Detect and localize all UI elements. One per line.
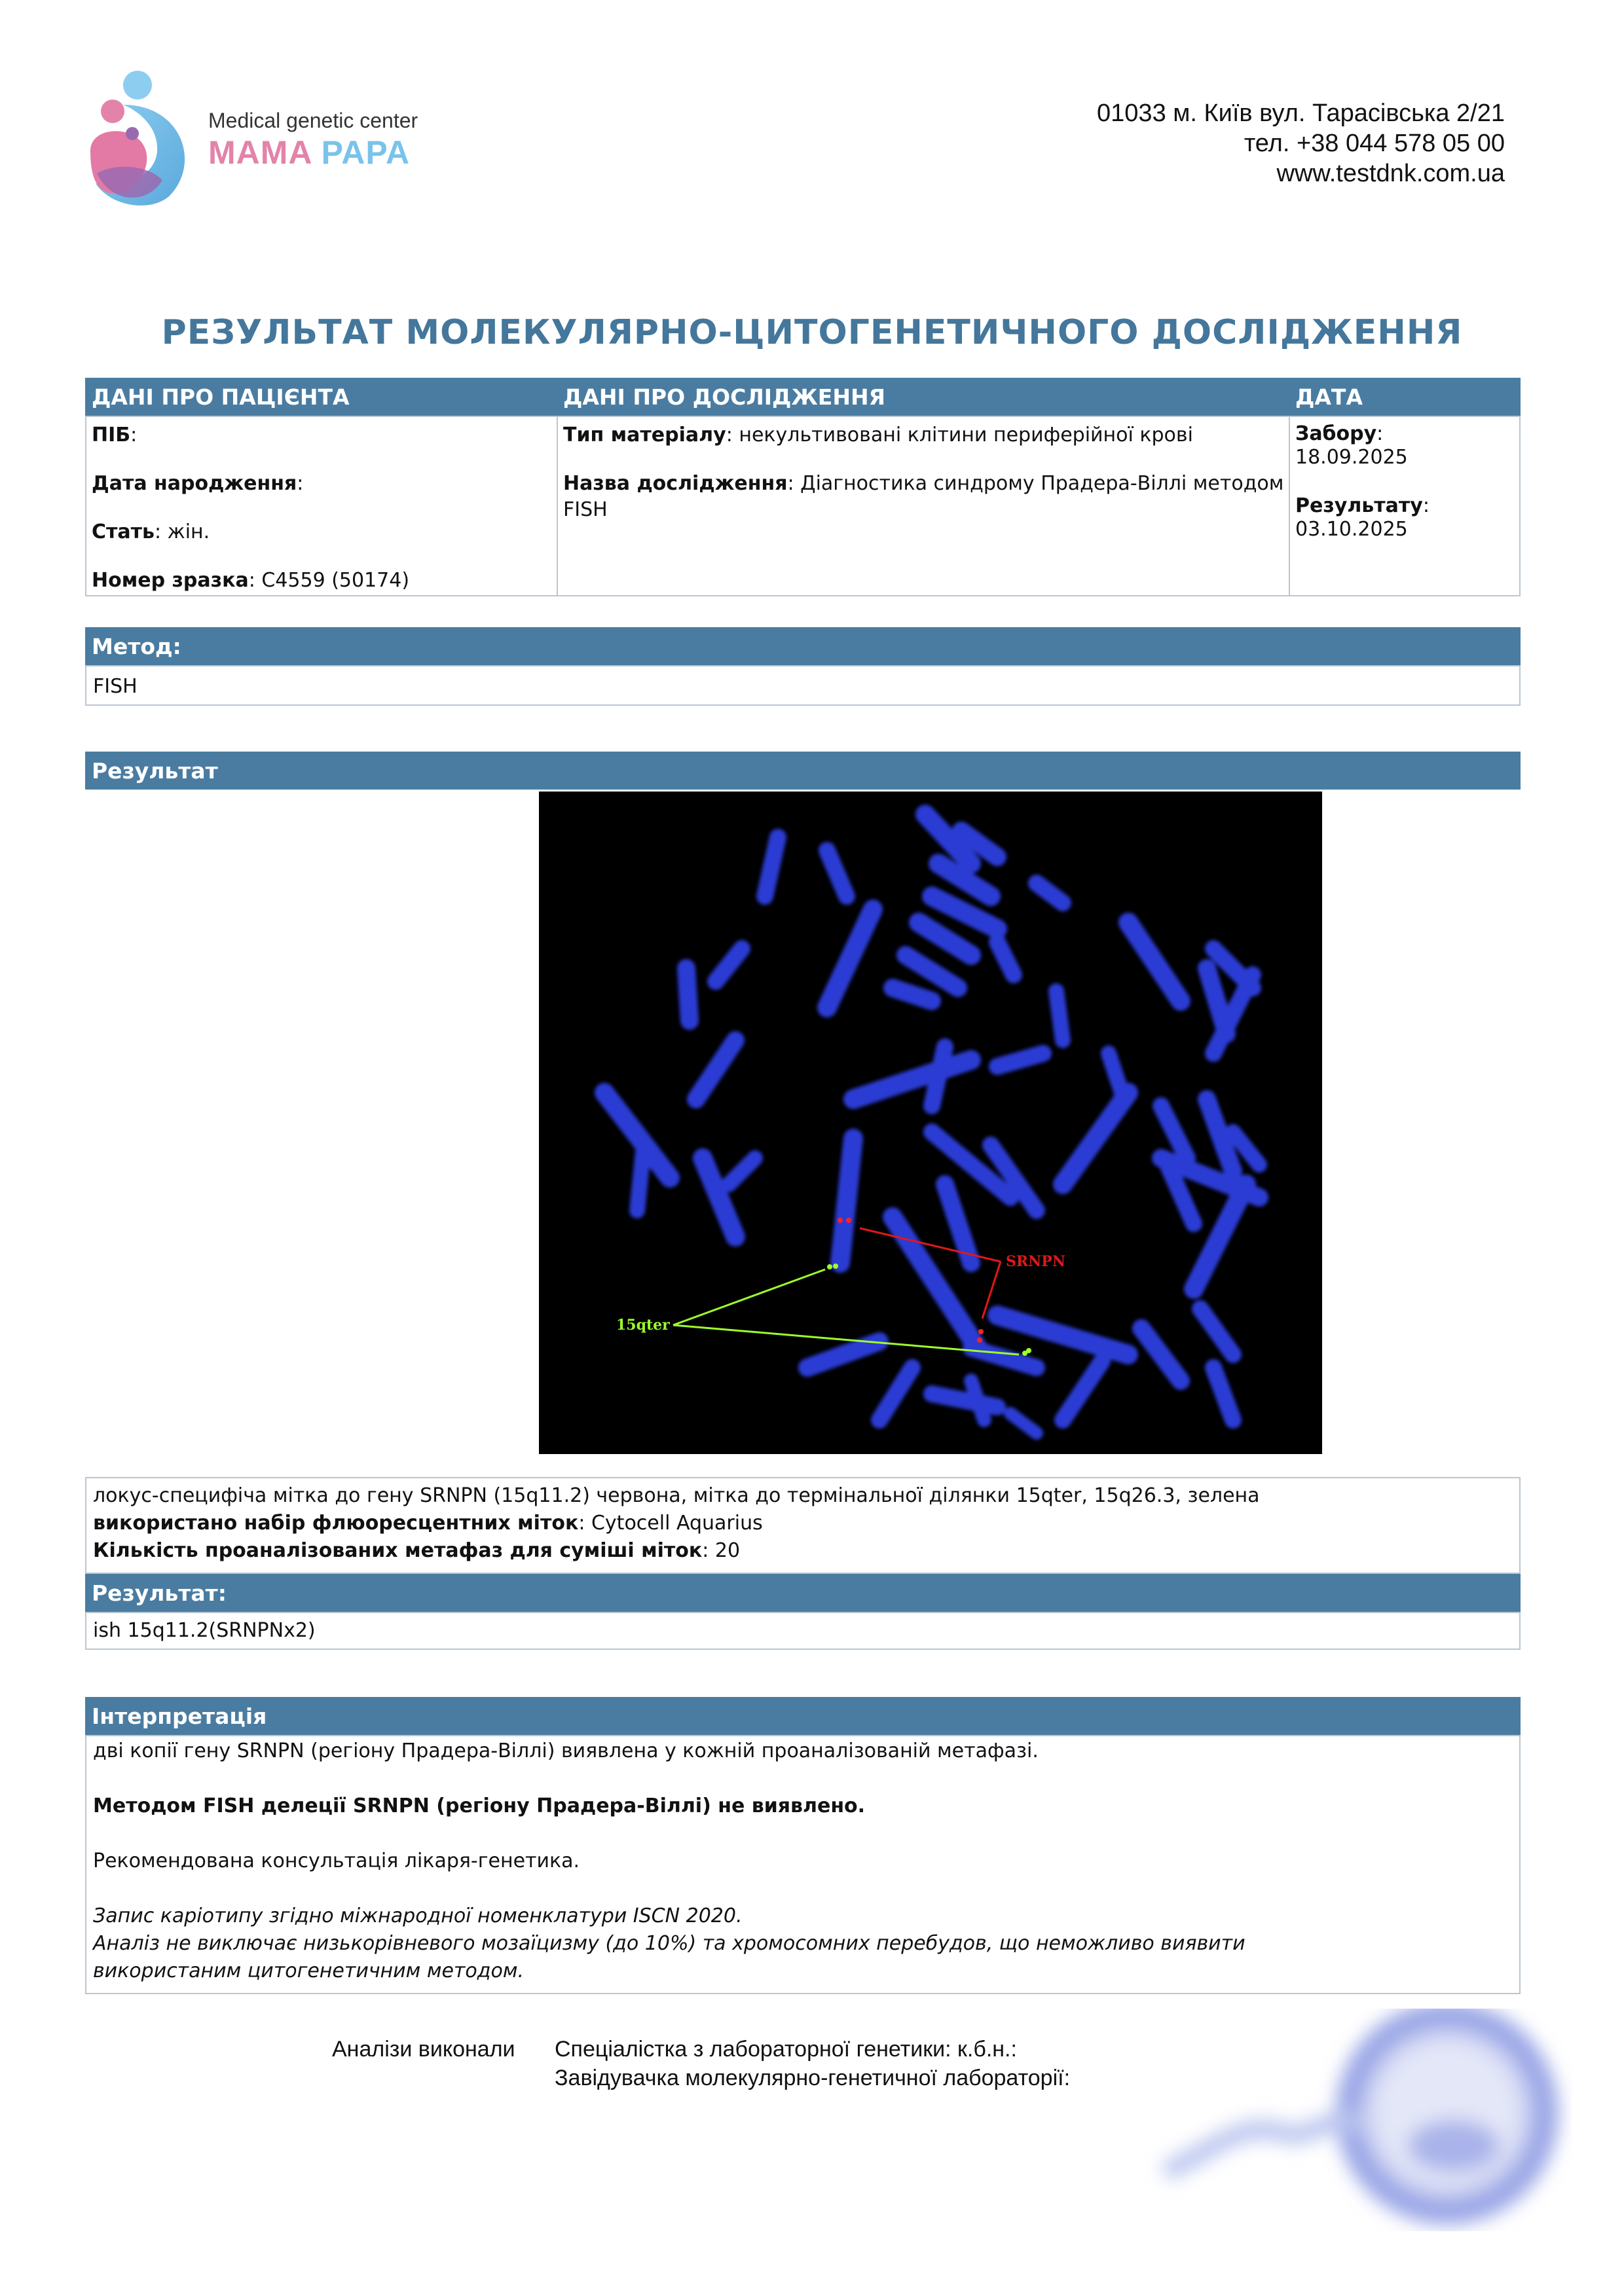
collection-date-row: Забору: [1295,422,1384,445]
study-name-value-2: FISH [563,498,608,521]
karyotype-result-value: ish 15q11.2(SRNPNx2) [85,1612,1521,1650]
signer-head: Завідувачка молекулярно-генетичної лабораторії: [555,2066,1071,2090]
interpretation-line-1: дві копії гену SRNPN (регіону Прадера-Віллі) виявлена у кожній проаналізованій метафазі. [93,1740,1039,1762]
material-row: Тип матеріалу: некультивовані клітини периферійної крові [563,424,1193,446]
column-divider [557,417,558,595]
patient-sex-row: Стать: жін. [92,520,210,543]
address-website[interactable]: www.testdnk.com.ua [1276,160,1505,187]
result-date: 03.10.2025 [1295,518,1408,541]
method-header: Метод: [85,627,1521,665]
chromosome-spread-icon [539,792,1322,1454]
probe-set-value: Cytocell Aquarius [591,1512,763,1535]
patient-cell [92,422,409,594]
header-date: ДАТА [1295,384,1363,410]
logo-papa: PAPA [321,134,411,171]
address-phone: тел. +38 044 578 05 00 [1244,130,1505,157]
patient-sex: жін. [167,520,210,543]
probe-parameters [85,1477,1521,1574]
column-divider [1289,417,1290,595]
performed-by-label: Аналізи виконали [332,2037,515,2062]
interpretation-note-2: Аналіз не виключає низькорівневого мозаїцизму (до 10%) та хромосомних перебудов, що неможливо виявити [93,1932,1246,1955]
interpretation-note-3: використаним цитогенетичним методом. [93,1959,525,1982]
study-name-value: Діагностика синдрому Прадера-Віллі методом [800,472,1284,495]
sample-number-row: Номер зразка: C4559 (50174) [92,569,410,592]
interpretation-header: Інтерпретація [85,1697,1521,1735]
stamp-icon [1139,2009,1572,2244]
document-title: РЕЗУЛЬТАТ МОЛЕКУЛЯРНО-ЦИТОГЕНЕТИЧНОГО ДОСЛІДЖЕННЯ [161,313,1463,352]
probe-description: локус-специфіча мітка до гену SRNPN (15q11.2) червона, мітка до термінальної ділянки 15qter, 15q26.3, зелена [93,1484,1260,1507]
logo-mother-child-icon [84,65,202,210]
probe-set-row: використано набір флюоресцентних міток: Cytocell Aquarius [93,1512,763,1535]
logo-subtitle: Medical genetic center [208,109,418,132]
fish-metaphase-image [539,792,1322,1454]
qter-label: 15qter [616,1317,670,1334]
study-name-row: Назва дослідження: Діагностика синдрому Прадера-Віллі методом FISH [563,472,1284,521]
logo-mama: MAMA [208,134,312,171]
interpretation-note-1: Запис каріотипу згідно міжнародної номенклатури ISCN 2020. [93,1904,743,1927]
karyotype-result-header: Результат: [85,1574,1521,1612]
logo-brand [208,134,410,172]
info-table-header [85,378,1521,416]
collection-date: 18.09.2025 [1295,446,1408,469]
signer-titles [555,2035,1070,2092]
address-street: 01033 м. Київ вул. Тарасівська 2/21 [1097,100,1505,127]
metaphase-count-row: Кількість проаналізованих метафаз для суміші міток: 20 [93,1539,741,1562]
blurred-seal-signature [1139,2009,1572,2244]
sample-number: C4559 (50174) [261,569,410,592]
interpretation-recommendation: Рекомендована консультація лікаря-генетика. [93,1850,580,1872]
date-cell [1295,422,1430,541]
metaphase-count-value: 20 [714,1539,741,1562]
header-patient: ДАНІ ПРО ПАЦІЄНТА [92,384,350,410]
srnpn-label: SRNPN [1006,1253,1065,1270]
patient-dob-row: Дата народження: [92,472,304,495]
header-study: ДАНІ ПРО ДОСЛІДЖЕННЯ [563,384,885,410]
study-cell [563,422,1283,523]
clinic-address [1097,98,1505,189]
patient-name-row: ПІБ: [92,424,138,446]
interpretation-body [85,1735,1521,1994]
company-logo [84,65,437,210]
material-value: некультивовані клітини периферійної крові [739,424,1193,446]
interpretation-conclusion: Методом FISH делеції SRNPN (регіону Прадера-Віллі) не виявлено. [93,1795,866,1817]
result-date-row: Результату: [1295,494,1430,517]
result-header: Результат [85,752,1521,790]
signer-specialist: Спеціалістка з лабораторної генетики: к.б.н.: [555,2037,1017,2062]
info-table-body [85,416,1521,596]
method-value: FISH [85,665,1521,706]
